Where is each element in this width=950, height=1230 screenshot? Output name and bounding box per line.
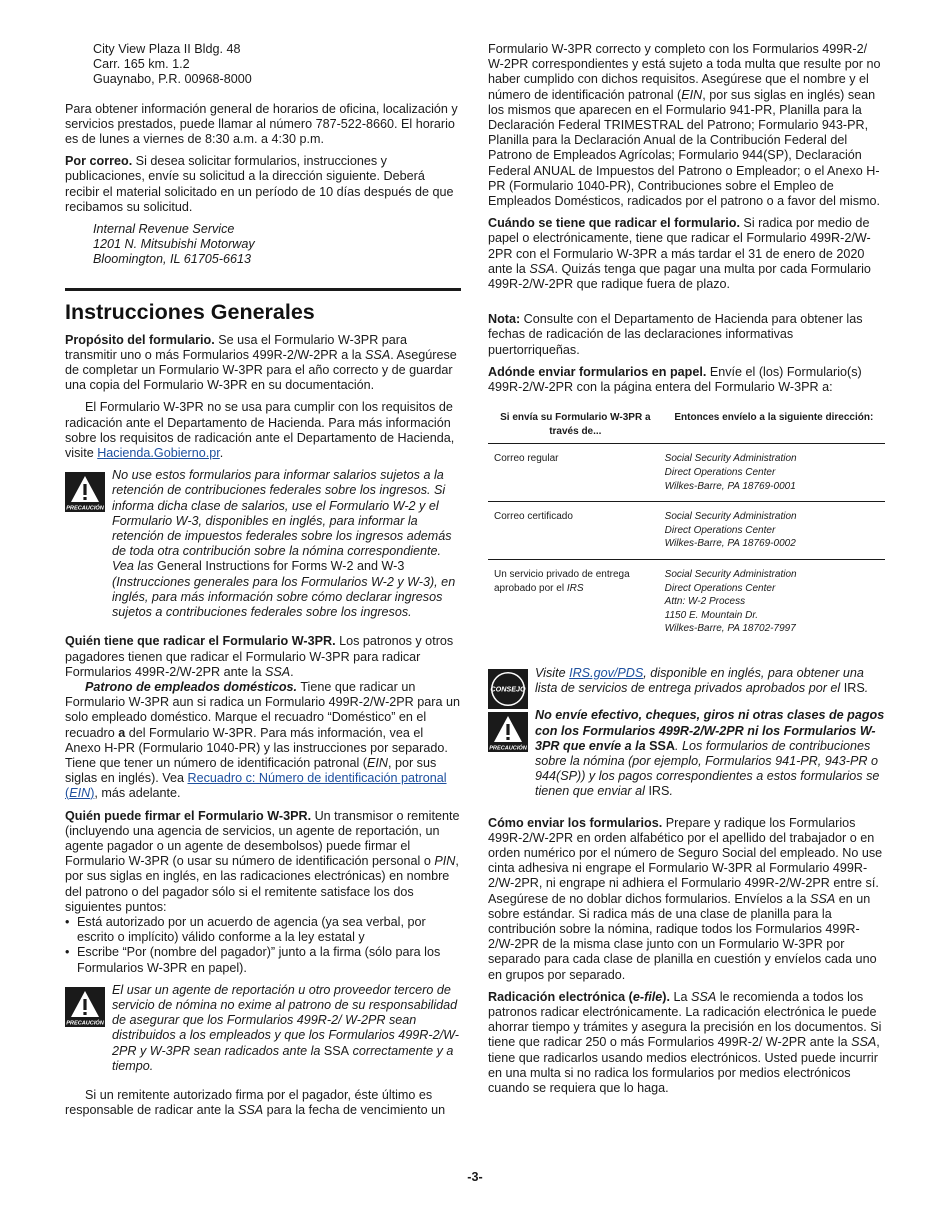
- efile-text-end: , tiene que radicarlos usando medios electrónicos. Usted puede incurrir en una multa si no radica los formularios por medios electrónicos cuando se requiera que lo haga.: [488, 1035, 880, 1096]
- efile-heading-text: Radicación electrónica (: [488, 989, 633, 1004]
- table-row: [488, 560, 885, 644]
- household-text: Tiene que radicar un Formulario W-3PR aun si radica un Formulario 499R-2/W-2PR para un solo empleado doméstico. Marque el recuadro “Doméstico” en el recuadro: [65, 679, 460, 740]
- bullet-text: Escribe “Por (nombre del pagador)” junto a la firma (sólo para los Formularios W-3PR en papel).: [77, 945, 441, 975]
- right-column: [488, 42, 885, 1096]
- method-text: Un servicio privado de entrega aprobado por el: [494, 569, 630, 594]
- tip-label: CONSEJO: [490, 684, 526, 694]
- destination-address: [663, 560, 885, 644]
- continued-text: Formulario W-3PR correcto y completo con los Formularios 499R-2/ W-2PR correspondientes y está sujeto a toda multa que resulte por no haber cumplido con dichos requisitos. Asegúrese que el nombre y el número de identificación patronal (: [488, 42, 881, 102]
- irs-pds-link[interactable]: IRS.gov/PDS: [569, 665, 644, 680]
- where-to-send-text: Envíe el (los) Formulario(s) 499R-2/W-2PR con la página entera del Formulario W-3PR a:: [488, 364, 862, 395]
- address-line: 1150 E. Mountain Dr.: [664, 609, 759, 621]
- caution-note-payments: [488, 708, 885, 799]
- ssa-abbr: SSA: [649, 738, 676, 753]
- when-to-file-paragraph: [488, 216, 885, 292]
- ssa-abbr: SSA: [365, 347, 391, 362]
- column-header: Si envía su Formulario W-3PR a través de...: [488, 409, 663, 444]
- household-heading: Patrono de empleados domésticos.: [85, 679, 298, 694]
- section-heading: Instrucciones Generales: [65, 299, 315, 324]
- bullet-item: [65, 945, 461, 975]
- hacienda-address: [65, 42, 461, 88]
- ssa-abbr: SSA: [810, 891, 836, 906]
- authorized-text-end: para la fecha de vencimiento un: [263, 1103, 446, 1118]
- address-line: Direct Operations Center: [664, 582, 776, 594]
- ssa-abbr: SSA: [323, 1043, 350, 1058]
- link-text: Recuadro c: Número de identificación patronal (: [65, 771, 447, 801]
- delivery-method: [488, 560, 663, 644]
- efile-term: e-file: [632, 989, 663, 1004]
- address-line: Bloomington, IL 61705-6613: [93, 252, 252, 267]
- caution-text: El usar un agente de reportación u otro proveedor tercero de servicio de nómina no exime al patrono de su responsabilidad de asegurar que los Formularios 499R-2/ W-2PR sean distribuidos a los empleados y que los Formularios 499R-2/W-2PR y W-3PR sean radicados ante la: [112, 982, 459, 1058]
- caution-bold-text: No envíe efectivo, cheques, giros ni otras clases de pagos con los Formularios 499R-2/W-2PR ni los Formularios W-3PR que envíe a la: [535, 708, 885, 753]
- who-files-heading: Quién tiene que radicar el Formulario W-3PR.: [65, 634, 336, 649]
- efile-heading: [488, 990, 670, 1004]
- pin-abbr: PIN: [434, 854, 456, 869]
- address-line: 1201 N. Mitsubishi Motorway: [93, 237, 255, 252]
- address-line: Attn: W-2 Process: [664, 596, 746, 608]
- caution-label: PRECAUCIÓN: [66, 505, 104, 512]
- caution-icon: [65, 987, 105, 1027]
- where-to-send-heading: Adónde enviar formularios en papel.: [488, 364, 707, 379]
- who-signs-text: Un transmisor o remitente (incluyendo una agencia de servicios, un agente de reportación, un agente pagador o un agente de desembolsos) puede firmar el Formulario W-3PR (o usar su número de identificación personal o: [65, 808, 460, 869]
- address-line: Direct Operations Center: [664, 467, 776, 479]
- irs-abbr: IRS: [648, 784, 670, 799]
- efile-text: La: [670, 989, 692, 1004]
- when-text-end: . Quizás tenga que pagar una multa por cada Formulario 499R-2/W-2PR que radique fuera de plazo.: [488, 261, 871, 292]
- household-text-end: , más adelante.: [94, 786, 181, 801]
- mail-heading: Por correo.: [65, 154, 133, 169]
- ein-abbr: EIN: [681, 87, 703, 102]
- caution-icon: [488, 712, 528, 752]
- bullet-dot: •: [65, 945, 70, 960]
- bullet-dot: •: [65, 914, 70, 929]
- address-line: Social Security Administration: [664, 511, 797, 523]
- delivery-method: Correo regular: [488, 444, 663, 502]
- caution-note-agent: [65, 983, 461, 1074]
- caution-label: PRECAUCIÓN: [489, 745, 527, 752]
- left-column: [65, 42, 461, 1118]
- column-header: Entonces envíelo a la siguiente dirección:: [663, 409, 885, 444]
- delivery-method: Correo certificado: [488, 502, 663, 560]
- address-line: Wilkes-Barre, PA 18769-0001: [664, 480, 796, 492]
- purpose-paragraph: [65, 333, 461, 394]
- continued-text-end: , por sus siglas en inglés) sean los mismos que aparecen en el Formulario 941-PR, Planilla para la Declaración Federal TRIMESTRAL del Patrono; Formulario 943-PR, Planilla para la Declaración Anual de la Contribución Federal del Patrono de Empleados Agrícolas; Formulario 944(SP), Declaración Federal ANUAL de Impuestos del Patrono o Empleador; o el Anexo H-PR (Formulario 1040-PR), Contribuciones sobre el Empleo de Empleados Domésticos, radicados por el patrono o a favor del mismo.: [488, 87, 880, 209]
- household-text-2: del Formulario W-3PR. Para más información, vea el Anexo H-PR (Formulario 1040-PR) y las instrucciones por separado. Tiene que tener un número de identificación patronal (: [65, 725, 448, 770]
- ssa-abbr: SSA: [237, 1103, 264, 1118]
- caution-label: PRECAUCIÓN: [66, 1020, 104, 1027]
- hacienda-paragraph: [65, 400, 461, 461]
- household-paragraph: [65, 680, 461, 802]
- hacienda-text: El Formulario W-3PR no se usa para cumplir con los requisitos de radicación ante el Departamento de Hacienda. Para más información sobre los requisitos de radicación ante el Departamento de Hacienda, visite: [65, 400, 455, 461]
- continued-paragraph: [488, 42, 885, 209]
- authorized-sender-paragraph: [65, 1088, 461, 1118]
- ssa-abbr: SSA: [264, 664, 291, 679]
- box-letter: a: [118, 725, 126, 740]
- ssa-abbr: SSA: [851, 1035, 877, 1050]
- hacienda-text-end: .: [219, 446, 224, 461]
- tip-text: Visite: [535, 665, 570, 680]
- section-rule: [65, 288, 461, 291]
- address-line: Wilkes-Barre, PA 18702-7997: [664, 623, 796, 635]
- mail-paragraph: [65, 154, 461, 215]
- ssa-abbr: SSA: [529, 261, 555, 276]
- efile-text-2: le recomienda a todos los patronos radicar electrónicamente. La radicación electrónica le puede ahorrar tiempo y trámites y asegura la precisión en los documentos. Si tiene que radicar 250 o más Formularios 499R-2/ W-2PR ante la: [488, 989, 882, 1050]
- bullet-text: Está autorizado por un acuerdo de agencia (ya sea verbal, por escrito o implícito) válido conforme a la ley estatal y: [77, 914, 426, 945]
- ein-abbr: EIN: [69, 786, 91, 801]
- caution-note-wages: [65, 468, 461, 620]
- note-heading: Nota:: [488, 312, 521, 327]
- punct: .: [290, 664, 294, 679]
- caution-text: No use estos formularios para informar salarios sujetos a la retención de contribuciones federales sobre los ingresos. Si informa dicha clase de salarios, use el Formulario W-2 y el Formulario W-3, disponibles en inglés, para informar la retención de impuestos federales sobre los ingresos además de toda otra contribución sobre la nómina correspondiente. Vea las: [112, 468, 452, 574]
- table-row: [488, 444, 885, 502]
- address-line: City View Plaza II Bldg. 48: [93, 42, 241, 56]
- address-line: Guaynabo, P.R. 00968-8000: [93, 72, 252, 87]
- efile-paragraph: [488, 990, 885, 1096]
- table-header-row: [488, 409, 885, 444]
- authorized-text: Si un remitente autorizado firma por el pagador, éste último es responsable de radicar ante la: [65, 1087, 433, 1118]
- purpose-text-end: . Asegúrese de completar un Formulario W-3PR para el año correcto y de guardar una copia del Formulario W-3PR en su documentación.: [65, 347, 457, 393]
- ssa-abbr: SSA: [691, 989, 717, 1004]
- irs-abbr: IRS: [566, 582, 584, 594]
- table-row: [488, 502, 885, 560]
- when-text: Si radica por medio de papel o electrónicamente, tiene que radicar el Formulario 499R-2/W-2PR con el Formulario W-3PR a más tardar el 31 de enero de 2020 ante la: [488, 216, 871, 276]
- how-to-send-heading: Cómo enviar los formularios.: [488, 815, 663, 830]
- where-to-send-paragraph: [488, 365, 885, 395]
- who-signs-text-end: , por sus siglas en inglés, en las radicaciones electrónicas) en nombre del patrono o del pagador sólo si el remitente satisface los dos siguientes puntos:: [65, 854, 459, 914]
- efile-heading-end: ).: [662, 989, 670, 1004]
- address-line: Direct Operations Center: [664, 524, 776, 536]
- purpose-heading: Propósito del formulario.: [65, 332, 215, 347]
- how-to-send-paragraph: [488, 816, 885, 983]
- address-line: Social Security Administration: [664, 569, 797, 581]
- destination-address: [663, 502, 885, 560]
- tip-icon: [488, 669, 528, 709]
- publication-title: General Instructions for Forms W-2 and W-3: [157, 559, 405, 574]
- mail-text: Si desea solicitar formularios, instrucciones y publicaciones, envíe su solicitud a la dirección siguiente. Deberá recibir el material solicitado en un período de 10 días después de que recibamos su solicitud.: [65, 154, 454, 214]
- caution-text-end: .: [669, 784, 673, 799]
- bullet-item: [65, 915, 461, 945]
- shipping-table: [488, 409, 885, 644]
- ein-abbr: EIN: [366, 755, 388, 770]
- tip-text-2: , disponible en inglés, para obtener una lista de servicios de entrega privados aprobados por el: [535, 665, 864, 696]
- tip-text-end: .: [864, 681, 869, 696]
- purpose-text: Se usa el Formulario W-3PR para transmitir uno o más Formularios 499R-2/W-2PR a la: [65, 332, 407, 362]
- who-signs-paragraph: [65, 809, 461, 915]
- who-signs-heading: Quién puede firmar el Formulario W-3PR.: [65, 808, 312, 823]
- note-paragraph: [488, 312, 885, 358]
- hacienda-link[interactable]: Hacienda.Gobierno.pr: [97, 446, 220, 461]
- page-number: -3-: [467, 1170, 483, 1184]
- tip-note: [488, 666, 885, 696]
- how-text-end: en un sobre estándar. Si radica más de una clase de planilla para la contribución sobre la nómina, radique todos los Formularios 499R-2/W-2PR de la misma clase junto con un Formulario W-3PR por separado para cada clase de planilla en cuestión y envíelos cada uno en grupos por separado.: [488, 891, 877, 982]
- who-files-text: Los patronos y otros pagadores tienen que radicar el Formulario W-3PR para radicar Formularios 499R-2/W-2PR ante la: [65, 634, 454, 679]
- address-line: Internal Revenue Service: [93, 222, 235, 237]
- address-line: Social Security Administration: [664, 453, 797, 465]
- note-text: Consulte con el Departamento de Hacienda para obtener las fechas de radicación de las declaraciones informativas puertorriqueñas.: [488, 312, 863, 357]
- irs-abbr: IRS: [843, 681, 865, 696]
- caution-text: . Los formularios de contribuciones sobre la nómina (por ejemplo, Formularios 941-PR, 943-PR o 944(SP)) y los pagos correspondientes a estos formularios se tienen que enviar al: [535, 738, 880, 799]
- caution-text-end: (Instrucciones generales para los Formularios W-2 y W-3), en inglés, para más información sobre cómo declarar ingresos sujetos a contribuciones federales sobre los ingresos.: [112, 574, 456, 620]
- address-line: Carr. 165 km. 1.2: [93, 57, 190, 72]
- household-text-3: , por sus siglas en inglés). Vea: [65, 755, 437, 786]
- how-text: Prepare y radique los Formularios 499R-2/W-2PR en orden alfabético por el apellido del trabajador o en orden numérico por el número de Seguro Social del empleado. No use cinta adhesiva ni engrape el Formulario W-3PR al Formulario 499R-2/W-2PR, ni engrape ni adhiera el Formulario 499R-2/W-2PR entre sí. Asegúrese de no doblar dichos formularios. Envíelos a la: [488, 815, 883, 906]
- destination-address: [663, 444, 885, 502]
- link-text-end: ): [90, 786, 95, 801]
- caution-text-end: correctamente y a tiempo.: [112, 1043, 454, 1073]
- irs-address: [65, 222, 461, 268]
- who-files-paragraph: [65, 634, 461, 680]
- address-line: Wilkes-Barre, PA 18769-0002: [664, 538, 796, 550]
- office-info: Para obtener información general de horarios de oficina, localización y servicios prestados, puede llamar al número 787-522-8660. El horario es de lunes a viernes de 8:30 a.m. a 4:30 p.m.: [65, 101, 458, 147]
- caution-icon: [65, 472, 105, 512]
- when-to-file-heading: Cuándo se tiene que radicar el formulario.: [488, 216, 740, 231]
